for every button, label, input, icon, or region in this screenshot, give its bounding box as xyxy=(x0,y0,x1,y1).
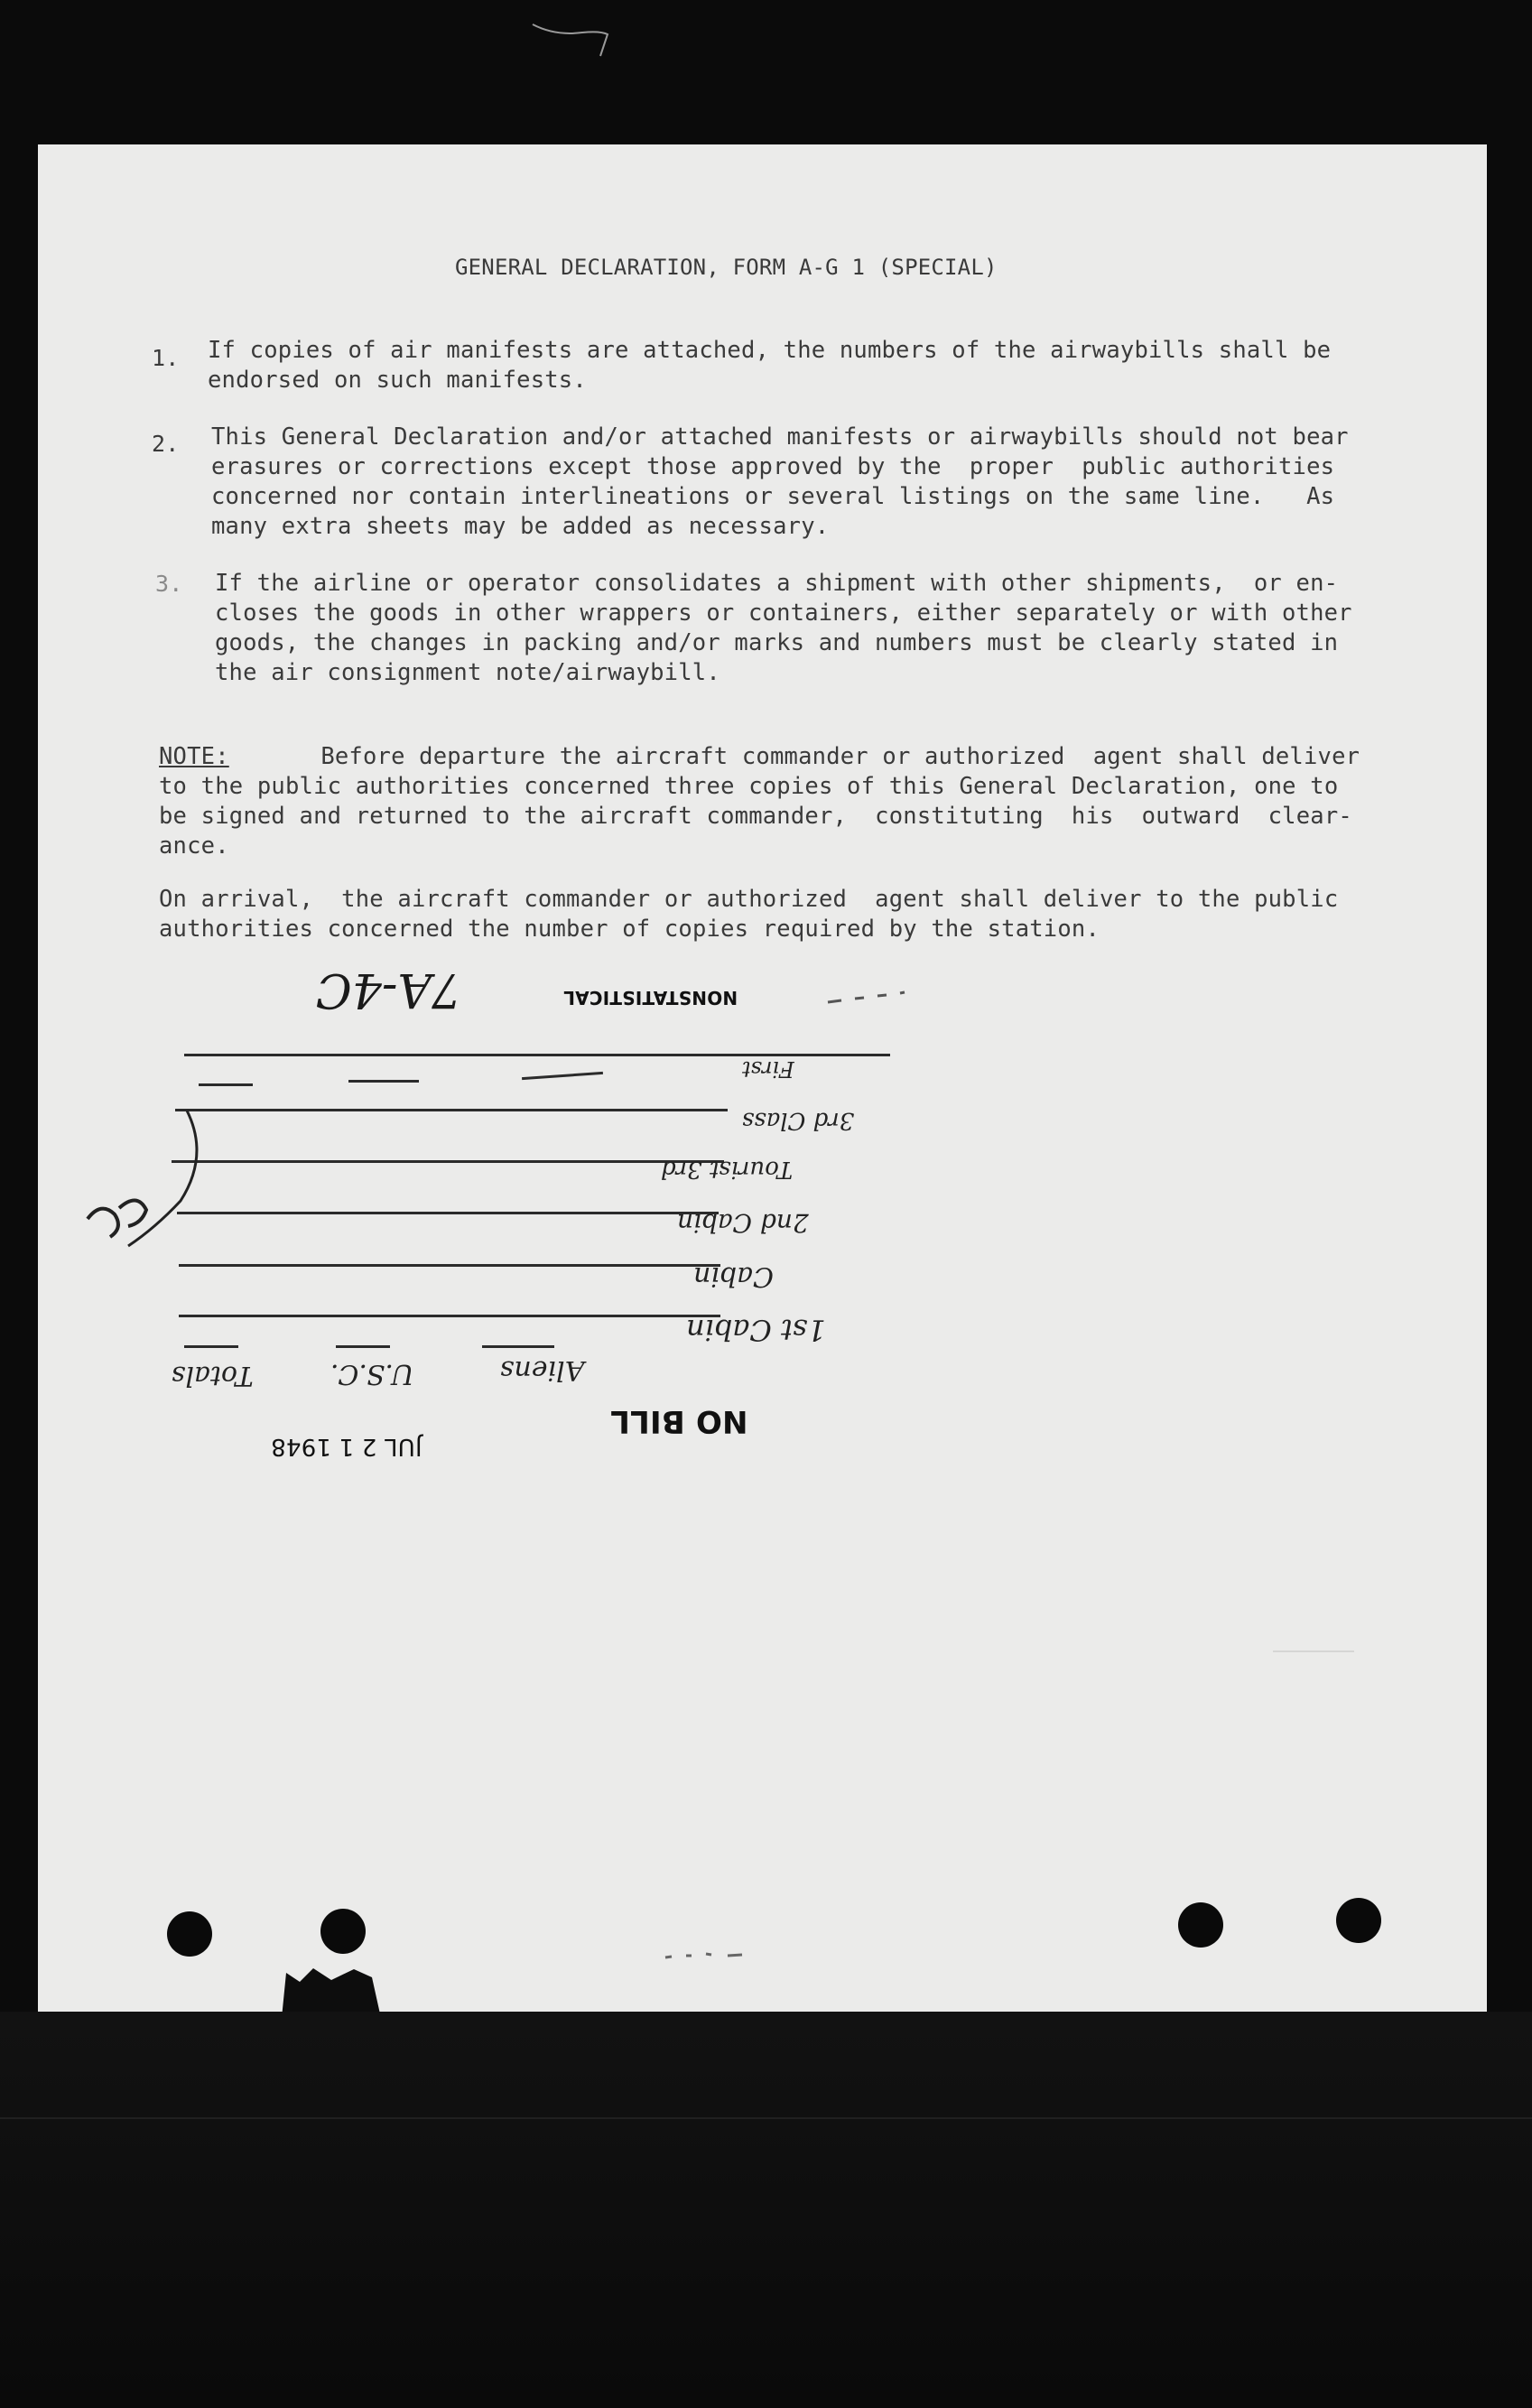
tally-tick xyxy=(522,1072,603,1080)
dotted-mark xyxy=(823,982,950,1009)
date-stamp: JUL 2 1 1948 xyxy=(271,1433,422,1460)
item-3-line-1: If the airline or operator consolidates a shipment with other shipments, or en- xyxy=(215,570,1339,597)
tally-row-label: 2nd Cabin xyxy=(677,1208,809,1238)
item-3-line-3: goods, the changes in packing and/or marks and numbers must be clearly stated in xyxy=(215,629,1339,656)
item-3-line-2: closes the goods in other wrappers or containers, either separately or with other xyxy=(215,600,1352,627)
punch-hole xyxy=(1336,1898,1381,1943)
scan-bottom-line xyxy=(0,2117,1532,2119)
tally-column-label: Totals xyxy=(172,1360,254,1391)
clip-mark xyxy=(282,1964,381,2012)
arrival-line-1: On arrival, the aircraft commander or authorized agent shall deliver to the public xyxy=(159,886,1339,913)
tally-tick xyxy=(482,1345,554,1348)
item-1-line-1: If copies of air manifests are attached, the numbers of the airwaybills shall be xyxy=(208,337,1332,364)
tally-column-label: Aliens xyxy=(500,1354,585,1386)
punch-hole xyxy=(320,1909,366,1954)
note-label: NOTE: xyxy=(159,743,229,770)
arrival-line-2: authorities concerned the number of copies required by the station. xyxy=(159,916,1100,943)
tally-row-label: 3rd Class xyxy=(742,1107,855,1134)
item-2-line-3: concerned nor contain interlineations or several listings on the same line. As xyxy=(211,483,1335,510)
tally-line xyxy=(179,1315,720,1317)
item-2-line-4: many extra sheets may be added as necessary. xyxy=(211,513,830,540)
initials-mark xyxy=(74,1102,227,1273)
document-title: GENERAL DECLARATION, FORM A-G 1 (SPECIAL) xyxy=(455,255,998,280)
tally-row-label: Tourist 3rd xyxy=(661,1156,794,1183)
tally-tick xyxy=(348,1080,419,1083)
tally-line xyxy=(179,1264,720,1267)
item-1-line-2: endorsed on such manifests. xyxy=(208,367,587,394)
item-2-number: 2. xyxy=(152,431,180,457)
no-bill-stamp: NO BILL xyxy=(610,1403,748,1439)
note-line-2: to the public authorities concerned three copies of this General Declaration, one to xyxy=(159,773,1339,800)
tally-row-label: 1st Cabin xyxy=(686,1313,826,1347)
item-3-line-4: the air consignment note/airwaybill. xyxy=(215,659,720,686)
item-1-number: 1. xyxy=(152,345,180,371)
tally-tick xyxy=(336,1345,390,1348)
tally-line xyxy=(172,1160,724,1163)
faint-dots xyxy=(661,1941,760,1968)
item-3-number: 3. xyxy=(155,571,183,597)
faint-mark xyxy=(1273,1650,1354,1715)
nonstatistical-stamp: NONSTATISTICAL xyxy=(563,987,738,1009)
scan-bottom-band xyxy=(0,2012,1532,2408)
item-2-line-2: erasures or corrections except those approved by the proper public authorities xyxy=(211,453,1335,480)
item-2-line-1: This General Declaration and/or attached manifests or airwaybills should not bear xyxy=(211,423,1349,451)
tally-row-label: Cabin xyxy=(693,1260,774,1292)
handwritten-code: 7A-4C xyxy=(316,962,462,1017)
note-line-1: Before departure the aircraft commander or authorized agent shall deliver xyxy=(237,743,1360,770)
tally-row-label: First xyxy=(742,1056,794,1082)
tally-line xyxy=(177,1212,719,1214)
punch-hole xyxy=(1178,1902,1223,1948)
tally-tick xyxy=(199,1083,253,1086)
scan-artifact-mark xyxy=(528,20,627,65)
tally-column-label: U.S.C. xyxy=(330,1358,414,1390)
note-line-3: be signed and returned to the aircraft commander, constituting his outward clear- xyxy=(159,803,1352,830)
tally-tick xyxy=(184,1345,238,1348)
tally-line xyxy=(175,1109,728,1111)
document-page xyxy=(38,144,1487,2012)
punch-hole xyxy=(167,1911,212,1957)
note-line-4: ance. xyxy=(159,832,229,860)
